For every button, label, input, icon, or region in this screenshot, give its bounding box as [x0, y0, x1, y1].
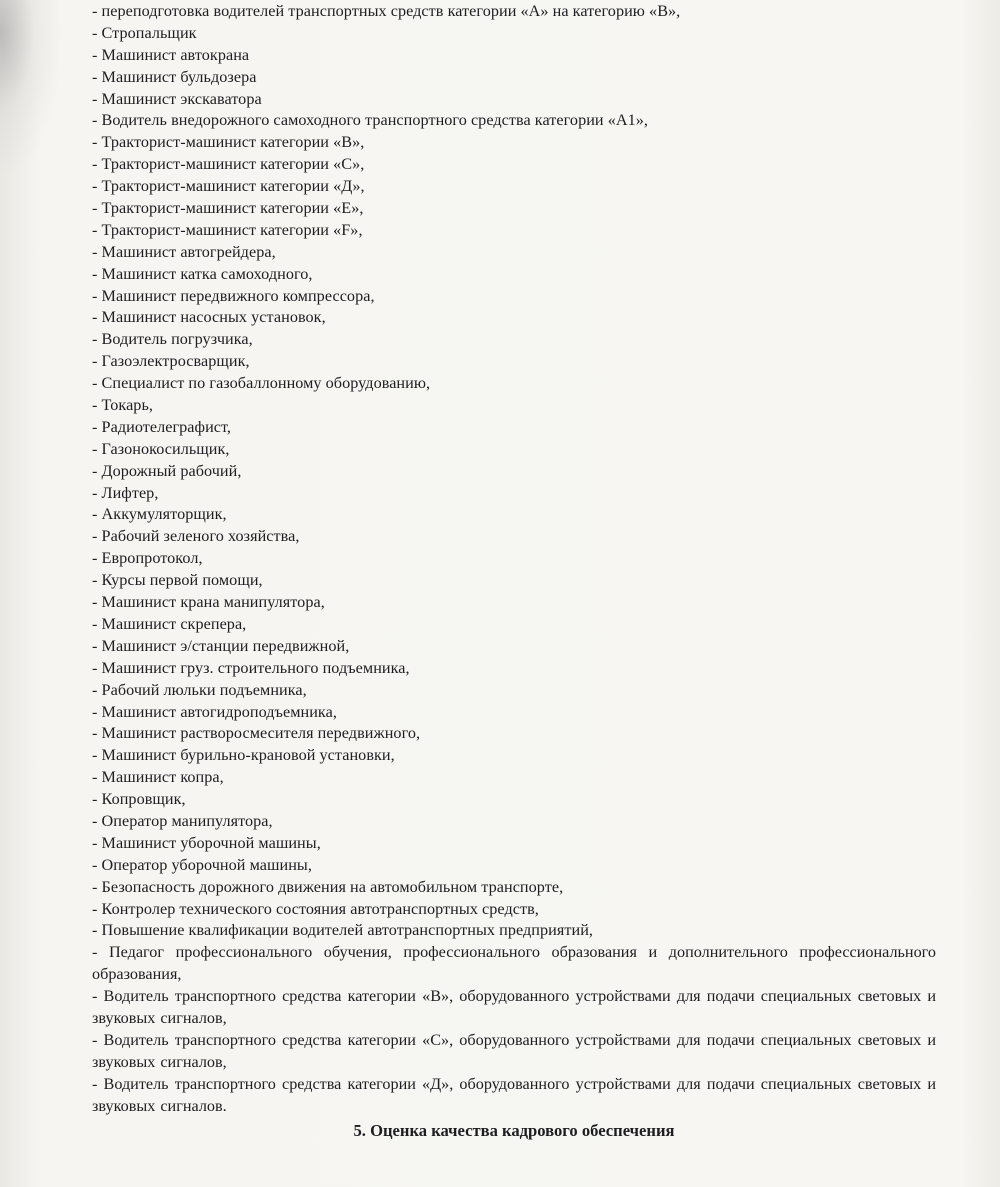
list-item: - Оператор уборочной машины, [92, 855, 312, 874]
list-item: - Машинист бульдозера [92, 67, 257, 86]
list-item: - Машинист катка самоходного, [92, 264, 313, 283]
list-item: - Машинист автогидроподъемника, [92, 702, 337, 721]
list-paragraph: - Педагог профессионального обучения, профессионального образования и дополнительного профессионального образования, [92, 943, 936, 984]
list-item: - Повышение квалификации водителей автотранспортных предприятий, [92, 921, 594, 940]
list-item: - Рабочий зеленого хозяйства, [92, 527, 300, 546]
list-item: - Европротокол, [92, 549, 203, 568]
list-item: - Тракторист-машинист категории «F», [92, 220, 363, 239]
list-item: - Машинист уборочной машины, [92, 833, 321, 852]
text-block [92, 1, 936, 1142]
list-item: - Машинист насосных установок, [92, 308, 326, 327]
list-item: - Тракторист-машинист категории «В», [92, 133, 365, 152]
program-list [92, 1, 936, 942]
list-item: - Рабочий люльки подъемника, [92, 680, 307, 699]
list-item: - Стропальщик [92, 23, 197, 42]
list-item: - Машинист экскаватора [92, 89, 262, 108]
list-item: - Лифтер, [92, 483, 159, 502]
list-item: - Токарь, [92, 396, 153, 415]
list-item: - Машинист автогрейдера, [92, 242, 276, 261]
list-item: - Машинист копра, [92, 768, 224, 787]
list-item: - Специалист по газобаллонному оборудованию, [92, 374, 431, 393]
section-heading: 5. Оценка качества кадрового обеспечения [353, 1120, 675, 1140]
list-item: - Машинист автокрана [92, 45, 250, 64]
list-paragraph: - Водитель транспортного средства категории «В», оборудованного устройствами для подачи специальных световых и звуковых сигналов, [92, 987, 936, 1028]
list-item: - Безопасность дорожного движения на автомобильном транспорте, [92, 877, 564, 896]
list-item: - Машинист растворосмесителя передвижного, [92, 724, 421, 743]
list-item: - Аккумуляторщик, [92, 505, 227, 524]
list-item: - Оператор манипулятора, [92, 811, 273, 830]
list-item: - Машинист крана манипулятора, [92, 593, 325, 612]
list-item: - Копровщик, [92, 790, 186, 809]
list-item: - Машинист бурильно-крановой установки, [92, 746, 395, 765]
list-item: - Водитель внедорожного самоходного транспортного средства категории «А1», [92, 111, 649, 130]
list-paragraph: - Водитель транспортного средства категории «Д», оборудованного устройствами для подачи специальных световых и звуковых сигналов. [92, 1074, 936, 1115]
list-item: - Машинист груз. строительного подъемника, [92, 658, 410, 677]
list-item: - Тракторист-машинист категории «С», [92, 155, 365, 174]
list-paragraph: - Водитель транспортного средства категории «С», оборудованного устройствами для подачи специальных световых и звуковых сигналов, [92, 1030, 936, 1071]
list-item: - Курсы первой помощи, [92, 571, 263, 590]
list-item: - Контролер технического состояния автотранспортных средств, [92, 899, 539, 918]
list-item: - Дорожный рабочий, [92, 461, 242, 480]
list-item: - Водитель погрузчика, [92, 330, 253, 349]
list-item: - Машинист скрепера, [92, 614, 247, 633]
list-item: - Машинист э/станции передвижной, [92, 636, 350, 655]
list-item: - Газоэлектросварщик, [92, 352, 250, 371]
list-item: - Газонокосильщик, [92, 439, 230, 458]
list-item: - Тракторист-машинист категории «Е», [92, 199, 364, 218]
list-item: - переподготовка водителей транспортных средств категории «А» на категорию «В», [92, 2, 681, 20]
list-item: - Тракторист-машинист категории «Д», [92, 177, 365, 196]
list-item: - Радиотелеграфист, [92, 417, 232, 436]
program-paragraphs [92, 942, 936, 1117]
list-item: - Машинист передвижного компрессора, [92, 286, 375, 305]
page-fold-shadow [0, 0, 60, 170]
